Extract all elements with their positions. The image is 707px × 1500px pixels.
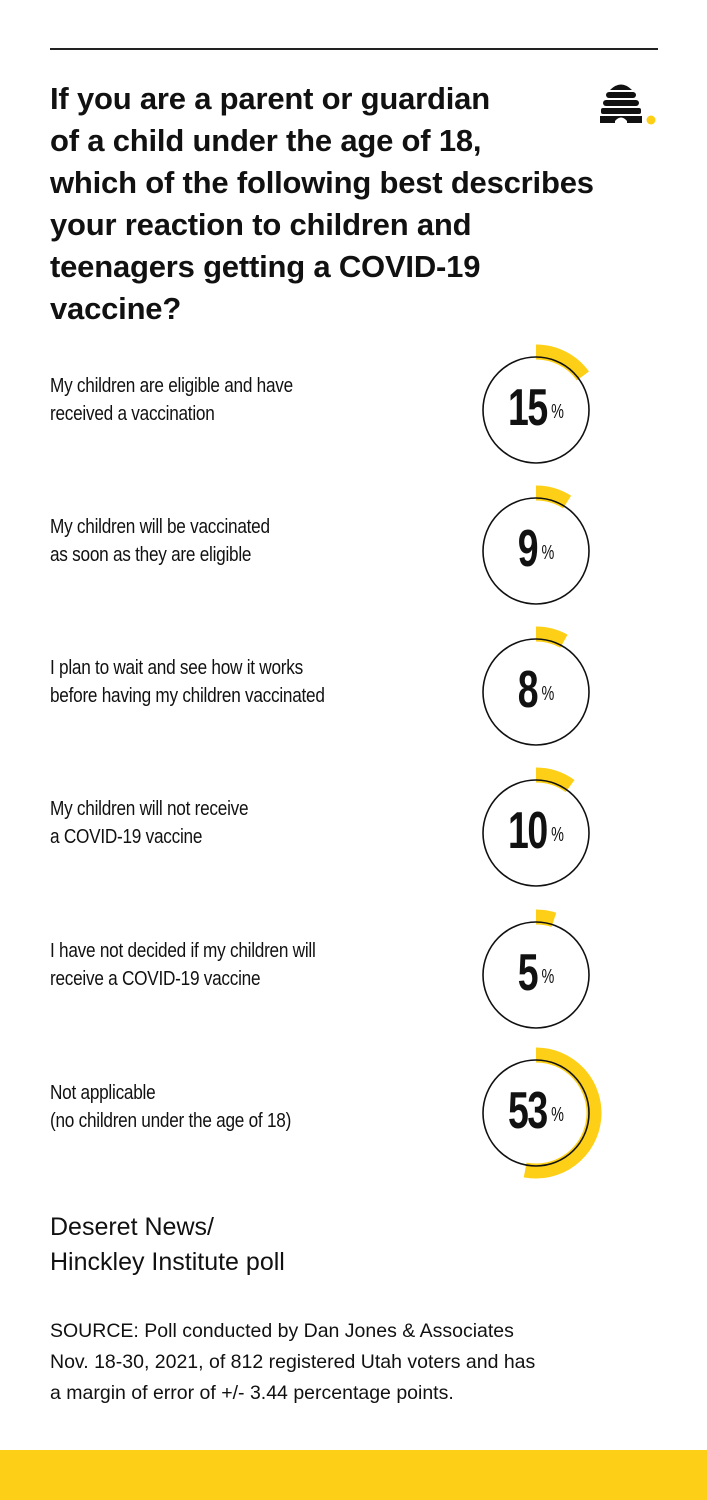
dial-0 [466, 340, 606, 480]
source-note: SOURCE: Poll conducted by Dan Jones & Associates Nov. 18-30, 2021, of 812 registered Utah voters and has a margin of error of +/- 3.44 percentage points. [50, 1320, 536, 1404]
dial-2 [466, 622, 606, 762]
progress-arc [536, 917, 554, 920]
dial-value: 15 % [508, 379, 564, 437]
dial-value: 9 % [517, 520, 555, 578]
dial-4 [466, 905, 606, 1045]
row-label-5: Not applicable (no children under the age of 18) [50, 1082, 292, 1132]
title-line: If you are a parent or guardian [50, 81, 490, 116]
title-line: which of the following best describes [50, 165, 594, 200]
dial-3 [466, 763, 606, 903]
dial-5 [466, 1043, 606, 1183]
row-label-0: My children are eligible and have received a vaccination [50, 375, 293, 425]
footer-accent-bar [0, 1450, 707, 1500]
poll-credit: Deseret News/ Hinckley Institute poll [50, 1213, 285, 1276]
row-label-2: I plan to wait and see how it works before having my children vaccinated [50, 657, 325, 707]
row-label-4: I have not decided if my children will receive a COVID-19 vaccine [50, 940, 316, 990]
dial-1 [466, 481, 606, 621]
dial-value: 10 % [508, 802, 564, 860]
title-line: of a child under the age of 18, [50, 123, 482, 158]
logo-dot [647, 116, 656, 125]
dial-value: 53 % [508, 1082, 564, 1140]
title-line: teenagers getting a COVID-19 vaccine? [50, 249, 481, 326]
row-label-1: My children will be vaccinated as soon as they are eligible [50, 516, 270, 566]
dial-value: 8 % [517, 661, 555, 719]
progress-arc [536, 352, 583, 376]
chart-title [50, 78, 610, 330]
row-label-3: My children will not receive a COVID-19 vaccine [50, 798, 249, 848]
title-line: your reaction to children and [50, 207, 472, 242]
top-rule [50, 48, 658, 50]
beehive-icon [598, 80, 660, 126]
dial-value: 5 % [517, 944, 555, 1002]
